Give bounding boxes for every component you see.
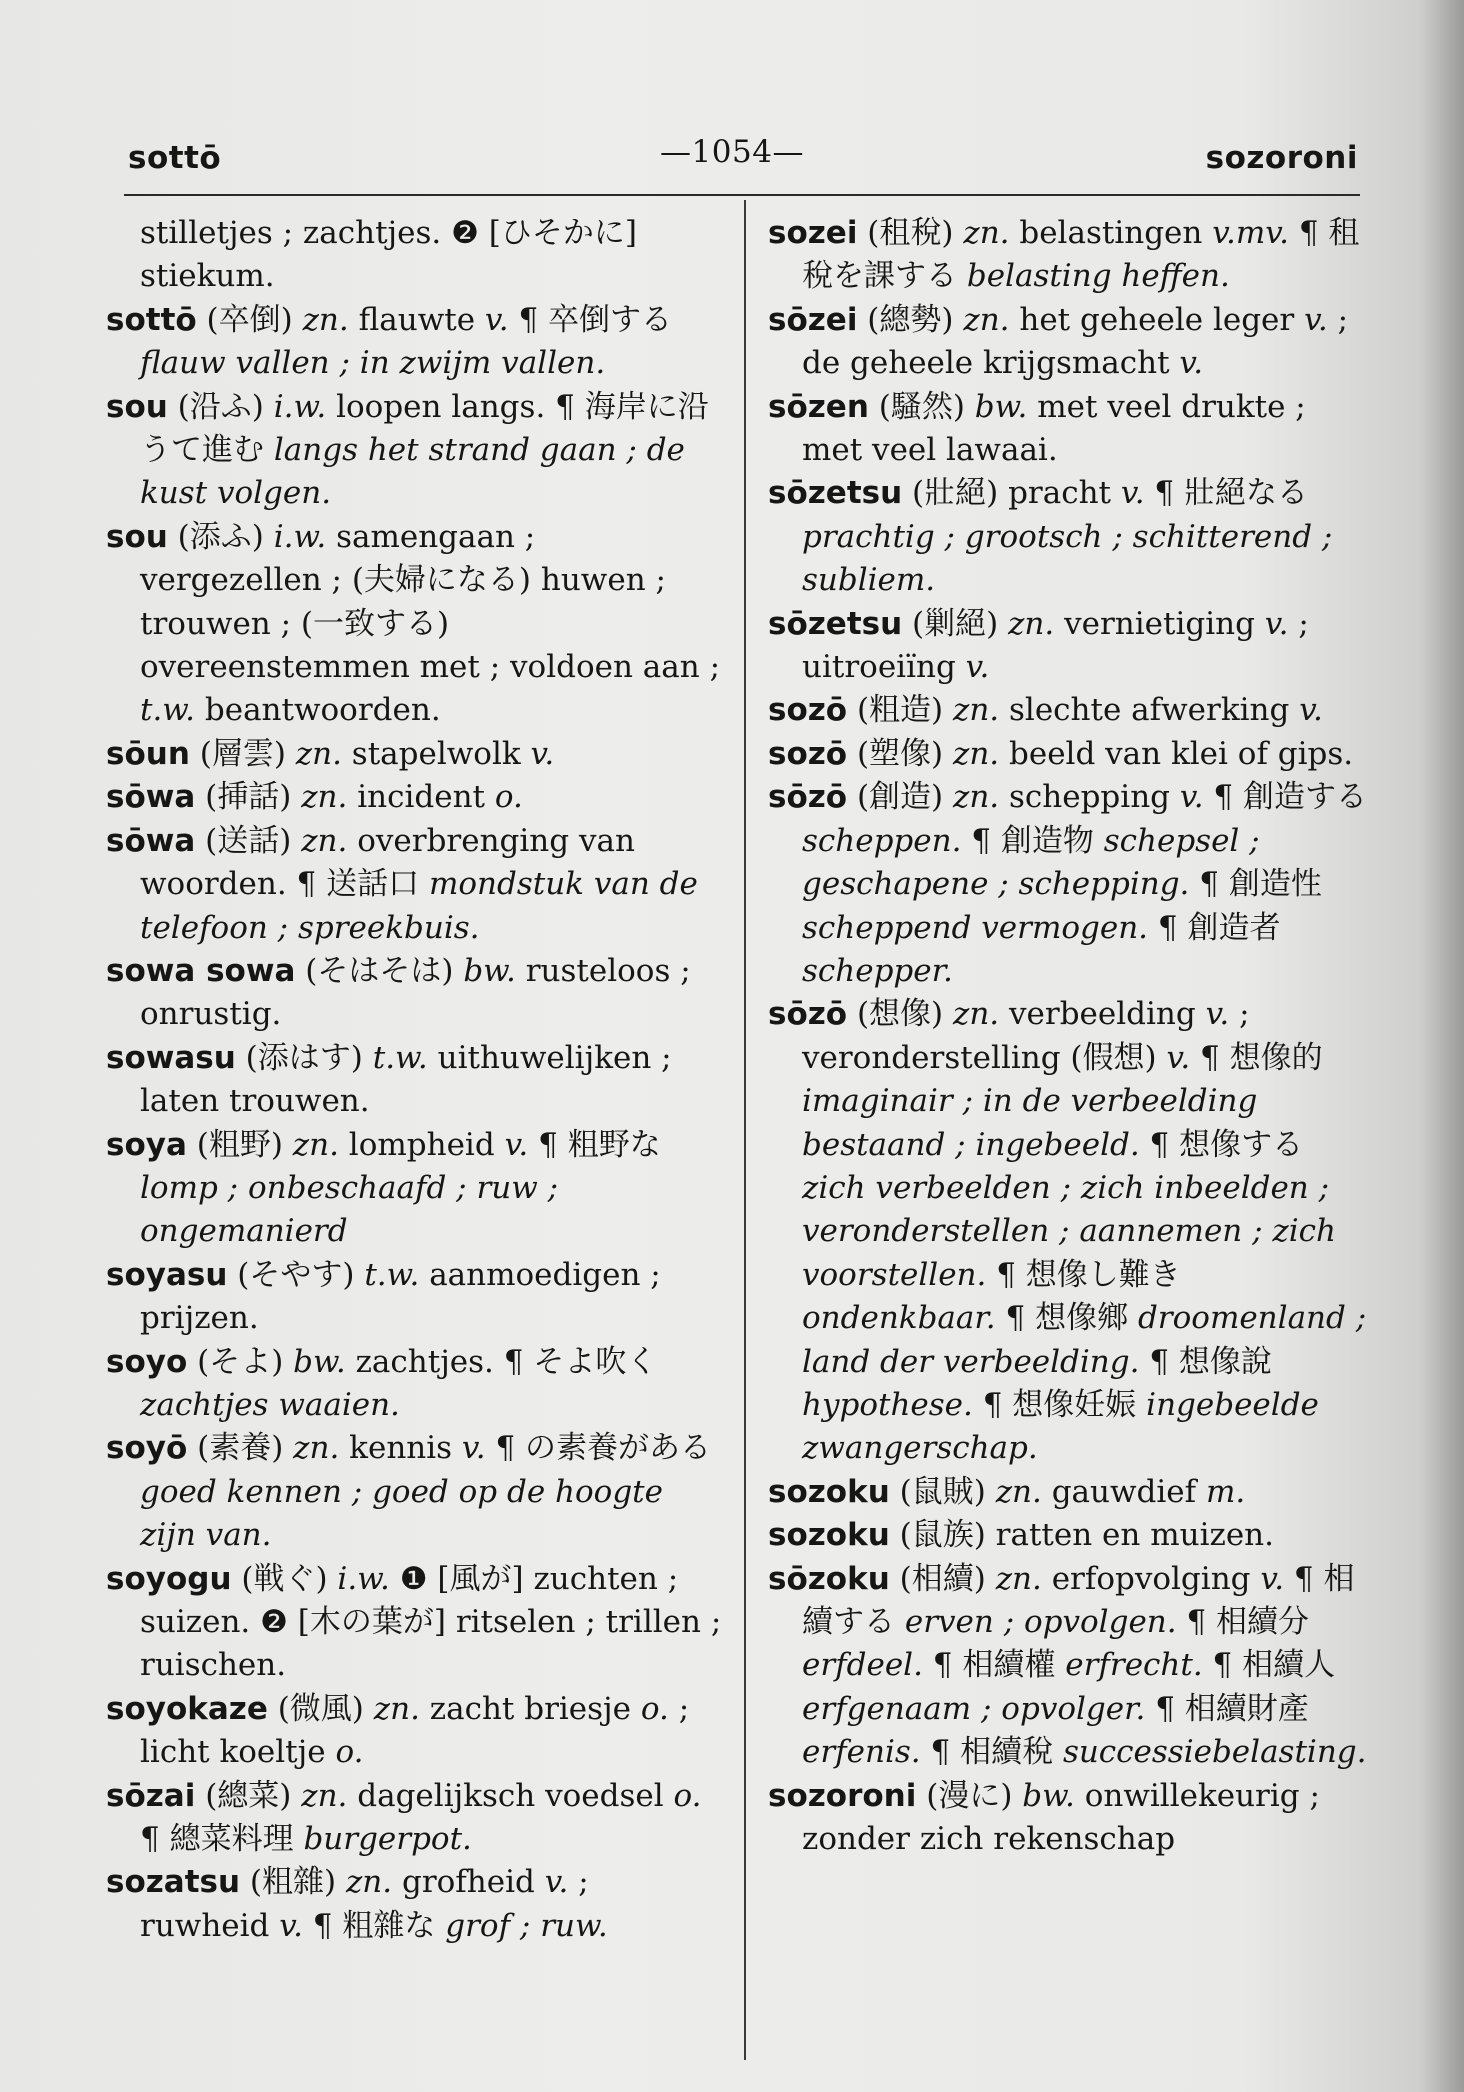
entry-text: zachtjes. ¶ そよ吹く: [345, 1343, 658, 1380]
entry-text: ¶ 想像鄉: [995, 1300, 1138, 1337]
entry-text: (壯絕) pracht: [902, 475, 1121, 512]
italic-text: schepsel ; geschapene ; schepping.: [802, 822, 1260, 903]
entry-text: ¶ 粗野な: [528, 1126, 661, 1163]
entry-text: gauwdief: [1041, 1473, 1206, 1510]
entry-text: schepping: [999, 779, 1180, 816]
headword: sottō: [106, 301, 197, 338]
entry-text: (租稅): [857, 215, 964, 251]
entry-text: ¶ 相續する: [802, 1560, 1355, 1640]
dictionary-entry: [768, 776, 1368, 993]
entry-text: belastingen: [1009, 215, 1213, 251]
entry-text: zacht briesje: [419, 1690, 641, 1727]
dictionary-entry: [106, 733, 722, 776]
right-column: [768, 212, 1368, 1861]
entry-text: (總勢): [857, 301, 964, 338]
headword: sozoku: [768, 1517, 890, 1554]
italic-text: zn.: [373, 1690, 420, 1727]
dictionary-entry: [768, 212, 1368, 299]
dictionary-entry: [768, 1558, 1368, 1775]
entry-text: stilletjes ; zachtjes. ❷ [ひそかに] stiekum.: [140, 215, 637, 295]
headword: sōzoku: [768, 1560, 890, 1597]
italic-text: zn.: [302, 301, 349, 338]
italic-text: erfgenaam ; opvolger.: [802, 1690, 1146, 1727]
italic-text: erfrecht.: [1065, 1647, 1203, 1684]
entry-text: ¶ 總菜料理: [140, 1821, 304, 1858]
entry-text: (相續): [889, 1560, 996, 1597]
entry-text: (素養): [187, 1430, 294, 1467]
entry-text: erfopvolging: [1041, 1560, 1261, 1597]
dictionary-entry: [106, 1341, 722, 1428]
italic-text: zachtjes waaien.: [140, 1386, 400, 1423]
entry-text: grofheid: [392, 1864, 545, 1901]
headword: sou: [106, 388, 168, 425]
entry-continuation: [106, 212, 722, 299]
entry-text: ❶ [風が] zuchten ; suizen. ❷ [木の葉が] ritselen ; trillen ; ruischen.: [140, 1560, 722, 1684]
dictionary-entry: [106, 776, 722, 819]
dictionary-entry: [106, 1427, 722, 1557]
entry-text: ¶ 卒倒する: [508, 301, 673, 338]
italic-text: o.: [640, 1690, 669, 1727]
dictionary-entry: [106, 516, 722, 733]
headword: soyokaze: [106, 1690, 268, 1727]
italic-text: v.mv.: [1212, 215, 1289, 251]
entry-text: overbrenging van woorden. ¶ 送話口: [140, 822, 635, 903]
italic-text: v.: [484, 301, 509, 338]
entry-text: uithuwelijken ; laten trouwen.: [140, 1039, 672, 1120]
italic-text: v.: [1304, 301, 1328, 338]
italic-text: zn.: [953, 692, 1000, 729]
entry-text: (粗野): [186, 1126, 293, 1163]
entry-text: ¶ 相續權: [922, 1647, 1066, 1684]
entry-text: ; uitroeiïng: [802, 605, 1309, 686]
entry-text: (鼠賊): [889, 1473, 996, 1510]
italic-text: langs het strand gaan ; de kust volgen.: [140, 432, 685, 512]
dictionary-entry: [768, 299, 1368, 386]
entry-text: ¶ 相續分: [1176, 1604, 1310, 1640]
entry-text: (そやす): [227, 1256, 365, 1293]
italic-text: v.: [1120, 475, 1145, 512]
italic-text: v.: [1260, 1560, 1285, 1597]
entry-text: (塑像): [847, 735, 953, 772]
entry-text: (そはそは): [295, 952, 464, 989]
italic-text: v.: [1264, 605, 1289, 642]
italic-text: goed kennen ; goed op de hoogte zijn van.: [140, 1473, 663, 1554]
italic-text: zn.: [995, 1560, 1042, 1597]
italic-text: ingebeelde zwangerschap.: [802, 1386, 1319, 1467]
italic-text: t.w.: [140, 692, 196, 729]
entry-text: (粗雜): [240, 1864, 346, 1901]
italic-text: zn.: [301, 1777, 348, 1814]
italic-text: schepper.: [802, 952, 953, 989]
entry-text: ¶ 創造物: [961, 822, 1104, 859]
entry-text: loopen langs. ¶ 海岸に沿うて進む: [140, 388, 709, 469]
dictionary-entry: [768, 603, 1368, 690]
page-number: —1054—: [660, 134, 804, 170]
italic-text: zn.: [292, 1126, 339, 1163]
italic-text: v.: [1179, 779, 1204, 816]
headword: sozō: [768, 735, 848, 772]
dictionary-entry: [768, 386, 1368, 473]
entry-text: (微風): [267, 1690, 374, 1727]
italic-text: v.: [530, 735, 555, 772]
italic-text: prachtig ; grootsch ; schitterend ; subliem.: [802, 518, 1333, 599]
italic-text: zn.: [963, 215, 1010, 251]
italic-text: zn.: [995, 1473, 1042, 1510]
entry-text: (創造): [847, 779, 953, 816]
entry-text: flauwte: [348, 301, 485, 338]
headword: sōzen: [768, 388, 869, 425]
entry-text: onwillekeurig ; zonder zich rekenschap: [802, 1777, 1320, 1858]
italic-text: bw.: [974, 388, 1028, 425]
entry-text: beeld van klei of gips.: [999, 735, 1354, 772]
entry-text: (送話): [195, 822, 302, 859]
headword: sōzai: [106, 1777, 196, 1814]
entry-text: ; de geheele krijgsmacht: [802, 301, 1349, 382]
header-rule: [124, 194, 1360, 196]
entry-text: (卒倒): [196, 301, 303, 338]
dictionary-entry: [768, 1471, 1368, 1514]
headword: sozei: [768, 215, 858, 251]
entry-text: ¶ 壯絕なる: [1144, 475, 1308, 512]
italic-text: i.w.: [273, 388, 327, 425]
headword: sozoku: [768, 1473, 890, 1510]
italic-text: v.: [544, 1864, 569, 1901]
entry-text: ¶ 想像し難き: [986, 1256, 1181, 1293]
dictionary-entry: [106, 1861, 722, 1948]
italic-text: scheppend vermogen.: [802, 909, 1149, 946]
entry-text: (鼠族) ratten en muizen.: [889, 1517, 1274, 1554]
entry-text: ¶ 相續財產: [1145, 1690, 1309, 1727]
italic-text: i.w.: [337, 1560, 390, 1597]
left-column: [106, 212, 722, 1948]
italic-text: successiebelasting.: [1062, 1734, 1367, 1771]
italic-text: erfenis.: [802, 1734, 921, 1771]
entry-text: ¶ 租稅を課する: [802, 215, 1360, 295]
entry-text: stapelwolk: [341, 735, 531, 772]
entry-text: ¶ の素養がある: [485, 1430, 712, 1467]
italic-text: v.: [461, 1430, 486, 1467]
dictionary-entry: [768, 1514, 1368, 1557]
headword: sōzetsu: [768, 475, 903, 512]
italic-text: zn.: [1008, 605, 1055, 642]
entry-text: samengaan ; vergezellen ; (夫婦になる) huwen ; trouwen ; (一致する) overeenstemmen met ; voldoen aan ;: [140, 518, 721, 686]
dictionary-entry: [106, 1037, 722, 1124]
dictionary-entry: [106, 950, 722, 1037]
headword: sōzō: [768, 996, 848, 1033]
entry-text: rusteloos ; onrustig.: [140, 952, 691, 1033]
entry-text: aanmoedigen ; prijzen.: [140, 1256, 661, 1337]
italic-text: zn.: [301, 822, 348, 859]
entry-text: beantwoorden.: [195, 692, 441, 729]
headword: soyogu: [106, 1560, 232, 1597]
italic-text: zn.: [295, 735, 342, 772]
headword: sou: [106, 518, 168, 555]
italic-text: zn.: [953, 735, 1000, 772]
entry-text: (總菜): [195, 1777, 302, 1814]
entry-text: (添ふ): [167, 518, 274, 555]
entry-text: ¶ 創造性: [1189, 866, 1322, 903]
running-head-right: sozoroni: [1205, 140, 1358, 176]
headword: soyō: [106, 1430, 188, 1467]
entry-text: ; veronderstelling (假想): [802, 996, 1250, 1076]
headword: sōwa: [106, 779, 196, 816]
italic-text: imaginair ; in de verbeelding bestaand ; ingebeeld.: [802, 1083, 1258, 1163]
italic-text: zn.: [953, 779, 1000, 816]
italic-text: flauw vallen ; in zwijm vallen.: [140, 345, 606, 382]
dictionary-entry: [106, 820, 722, 950]
headword: soyo: [106, 1343, 188, 1380]
italic-text: t.w.: [372, 1039, 428, 1076]
italic-text: lomp ; onbeschaafd ; ruw ; ongemanierd: [140, 1169, 559, 1250]
dictionary-entry: [768, 993, 1368, 1470]
entry-text: ¶ 想像妊娠: [972, 1386, 1147, 1423]
italic-text: burgerpot.: [303, 1821, 472, 1858]
entry-text: ¶ 相續稅: [920, 1734, 1063, 1771]
headword: sōwa: [106, 822, 196, 859]
italic-text: v.: [965, 649, 990, 686]
italic-text: v.: [1166, 1039, 1191, 1076]
entry-text: met veel drukte ; met veel lawaai.: [802, 388, 1306, 469]
entry-text: (挿話): [195, 779, 302, 816]
italic-text: zn.: [293, 1430, 340, 1467]
running-head-left: sottō: [128, 140, 222, 176]
italic-text: m.: [1205, 1473, 1246, 1510]
dictionary-entry: [106, 1775, 722, 1862]
entry-text: ¶ 創造する: [1203, 779, 1367, 816]
entry-text: ¶ 想像する: [1139, 1126, 1304, 1163]
dictionary-entry: [106, 1688, 722, 1775]
headword: sozoroni: [768, 1777, 917, 1814]
dictionary-entry: [106, 1254, 722, 1341]
italic-text: v.: [1179, 345, 1204, 382]
dictionary-entry: [106, 1124, 722, 1254]
italic-text: erven ; opvolgen.: [904, 1604, 1177, 1640]
entry-text: lompheid: [338, 1126, 505, 1163]
headword: soya: [106, 1126, 187, 1163]
italic-text: v.: [1205, 996, 1230, 1033]
italic-text: bw.: [1022, 1777, 1075, 1814]
italic-text: o.: [494, 779, 523, 816]
italic-text: bw.: [293, 1343, 346, 1380]
dictionary-entry: [768, 472, 1368, 602]
italic-text: v.: [1299, 692, 1323, 729]
headword: sōun: [106, 735, 190, 772]
entry-text: (想像): [847, 996, 953, 1033]
entry-text: (漫に): [916, 1777, 1023, 1814]
italic-text: zn.: [953, 996, 1000, 1033]
italic-text: zich verbeelden ; zich inbeelden ; veronderstellen ; aannemen ; zich voorstellen.: [802, 1169, 1336, 1293]
entry-text: ¶ 創造者: [1148, 909, 1281, 946]
entry-text: verbeelding: [999, 996, 1206, 1033]
entry-text: ; ruwheid: [140, 1864, 589, 1944]
entry-text: ; licht koeltje: [140, 1690, 690, 1771]
italic-text: v.: [504, 1126, 529, 1163]
entry-text: (粗造): [847, 692, 953, 729]
entry-text: (そよ): [187, 1343, 294, 1380]
italic-text: zn.: [963, 301, 1010, 338]
entry-text: ¶ 想像說: [1139, 1343, 1272, 1380]
italic-text: bw.: [463, 952, 516, 989]
entry-text: (沿ふ): [167, 388, 274, 425]
dictionary-entry: [106, 299, 722, 386]
dictionary-entry: [768, 689, 1368, 732]
entry-text: vernietiging: [1054, 605, 1265, 642]
italic-text: droomenland ; land der verbeelding.: [802, 1300, 1367, 1380]
dictionary-entry: [768, 733, 1368, 776]
headword: sowasu: [106, 1039, 236, 1076]
entry-text: (添はす): [235, 1039, 373, 1076]
entry-text: (層雲): [189, 735, 296, 772]
headword: sōzō: [768, 779, 848, 816]
italic-text: belasting heffen.: [966, 258, 1230, 295]
entry-text: ¶ 粗雜な: [302, 1907, 446, 1944]
entry-text: incident: [347, 779, 495, 816]
italic-text: zn.: [345, 1864, 393, 1901]
entry-text: (戦ぐ): [231, 1560, 338, 1597]
italic-text: erfdeel.: [802, 1647, 923, 1684]
italic-text: o.: [673, 1777, 702, 1814]
dictionary-entry: [106, 1558, 722, 1688]
headword: soyasu: [106, 1256, 228, 1293]
entry-text: (剿絕): [902, 605, 1009, 642]
italic-text: v.: [279, 1907, 303, 1944]
italic-text: ondenkbaar.: [802, 1300, 996, 1337]
italic-text: scheppen.: [802, 822, 962, 859]
entry-text: ¶ 相續人: [1202, 1647, 1336, 1684]
entry-text: het geheele leger: [1009, 301, 1305, 338]
italic-text: zn.: [301, 779, 348, 816]
entry-text: kennis: [339, 1430, 462, 1467]
italic-text: i.w.: [273, 518, 327, 555]
headword: sozō: [768, 692, 848, 729]
italic-text: grof ; ruw.: [445, 1907, 608, 1944]
italic-text: o.: [335, 1734, 364, 1771]
italic-text: mondstuk van de telefoon ; spreekbuis.: [140, 866, 698, 946]
italic-text: hypothese.: [802, 1386, 973, 1423]
dictionary-entry: [768, 1775, 1368, 1862]
headword: sowa sowa: [106, 952, 296, 989]
entry-text: ¶ 想像的: [1190, 1039, 1323, 1076]
headword: sōzetsu: [768, 605, 903, 642]
dictionary-entry: [106, 386, 722, 516]
entry-text: (騷然): [868, 388, 975, 425]
column-divider: [744, 200, 746, 2060]
entry-text: slechte afwerking: [999, 692, 1300, 729]
headword: sozatsu: [106, 1864, 241, 1901]
italic-text: t.w.: [364, 1256, 420, 1293]
headword: sōzei: [768, 301, 858, 338]
entry-text: dagelijksch voedsel: [347, 1777, 674, 1814]
